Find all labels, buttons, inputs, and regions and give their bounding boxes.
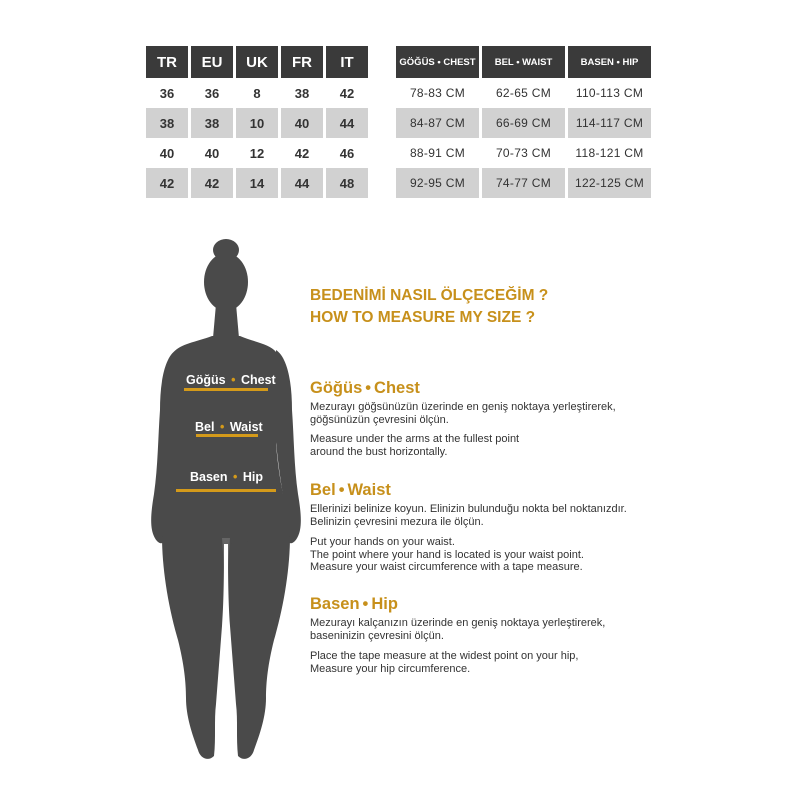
size-header-tr: TR xyxy=(146,46,188,78)
table-cell: 40 xyxy=(159,145,175,161)
table-cell: 36 xyxy=(159,85,175,101)
table-cell: 110-113 CM xyxy=(565,78,651,108)
chest-label-tr: Göğüs xyxy=(186,373,226,387)
body-measurements-table xyxy=(396,46,651,198)
label-dot: • xyxy=(219,420,225,434)
heading-dot: • xyxy=(362,595,369,613)
table-cell: 118-121 CM xyxy=(565,138,651,168)
table-cell: 114-117 CM xyxy=(565,108,651,138)
table-cell: 38 xyxy=(278,78,323,108)
size-table-header-row xyxy=(146,46,368,78)
hip-heading-en: Hip xyxy=(371,595,398,613)
table-cell: 44 xyxy=(323,108,368,138)
table-cell: 66-69 CM xyxy=(479,108,565,138)
table-cell: 10 xyxy=(233,108,278,138)
table-cell: 70-73 CM xyxy=(479,138,565,168)
size-header-eu: EU xyxy=(188,46,233,78)
hip-label-tr: Basen xyxy=(190,470,228,484)
waist-text-en xyxy=(310,536,584,574)
figure-label-waist xyxy=(195,420,263,434)
chest-heading-tr: Göğüs xyxy=(310,379,363,397)
chest-measure-line xyxy=(184,388,268,391)
chest-label-en: Chest xyxy=(240,373,276,387)
table-row xyxy=(396,168,651,198)
table-cell: 40 xyxy=(278,108,323,138)
table-cell: 42 xyxy=(146,168,188,198)
table-cell: 36 xyxy=(188,78,233,108)
chest-text-tr xyxy=(310,401,616,426)
waist-label-tr: Bel xyxy=(195,420,215,434)
measure-header-waist: BEL • WAIST xyxy=(479,46,565,78)
text-line: Measure under the arms at the fullest point xyxy=(310,433,520,445)
table-row xyxy=(146,168,368,198)
table-cell: 42 xyxy=(278,138,323,168)
chest-heading-en: Chest xyxy=(374,379,420,397)
waist-label-en: Waist xyxy=(229,420,263,434)
hip-heading xyxy=(310,595,398,614)
table-row xyxy=(146,78,368,108)
figure-label-chest xyxy=(186,373,276,387)
hip-label-en: Hip xyxy=(242,470,264,484)
table-cell: 42 xyxy=(188,168,233,198)
waist-heading-en: Waist xyxy=(347,481,391,499)
text-line: The point where your hand is located is your waist point. xyxy=(310,548,584,561)
text-line: Mezurayı kalçanızın üzerinde en geniş noktaya yerleştirerek, xyxy=(310,617,606,629)
table-cell: 122-125 CM xyxy=(565,168,651,198)
guide-title-en: HOW TO MEASURE MY SIZE ? xyxy=(310,309,536,326)
table-cell: 12 xyxy=(233,138,278,168)
table-cell: 48 xyxy=(323,168,368,198)
table-row xyxy=(146,138,368,168)
size-header-it: IT xyxy=(323,46,368,78)
hip-text-en xyxy=(310,650,578,675)
size-header-uk: UK xyxy=(233,46,278,78)
text-line: Mezurayı göğsünüzün üzerinde en geniş noktaya yerleştirerek, xyxy=(310,401,616,413)
waist-heading xyxy=(310,481,391,500)
label-dot: • xyxy=(231,373,236,387)
table-cell: 8 xyxy=(233,78,278,108)
size-header-fr: FR xyxy=(278,46,323,78)
text-line: baseninizin çevresini ölçün. xyxy=(310,629,444,642)
text-line: Measure your hip circumference. xyxy=(310,662,471,675)
table-cell: 78-83 CM xyxy=(409,86,466,100)
chest-heading xyxy=(310,379,420,398)
waist-heading-tr: Bel xyxy=(310,481,336,499)
table-cell: 42 xyxy=(323,78,368,108)
waist-measure-line xyxy=(196,434,258,437)
text-line: around the bust horizontally. xyxy=(310,445,448,458)
text-line: Belinizin çevresini mezura ile ölçün. xyxy=(310,515,484,528)
hip-text-tr xyxy=(310,617,605,642)
measure-table-header-row xyxy=(396,46,651,78)
table-cell: 14 xyxy=(233,168,278,198)
text-line: Put your hands on your waist. xyxy=(310,536,455,548)
measure-header-hip: BASEN • HIP xyxy=(565,46,651,78)
figure-label-hip xyxy=(190,470,263,484)
text-line: Place the tape measure at the widest point on your hip, xyxy=(310,650,579,662)
table-row xyxy=(396,78,651,108)
text-line: göğsünüzün çevresini ölçün. xyxy=(310,413,449,426)
table-cell: 40 xyxy=(188,138,233,168)
table-cell: 84-87 CM xyxy=(396,108,479,138)
table-cell: 38 xyxy=(188,108,233,138)
table-cell: 62-65 CM xyxy=(479,78,565,108)
table-row xyxy=(396,138,651,168)
table-cell: 74-77 CM xyxy=(479,168,565,198)
body-silhouette-figure xyxy=(138,238,308,768)
guide-title-tr: BEDENİMİ NASIL ÖLÇECEĞİM ? xyxy=(310,287,549,304)
hip-heading-tr: Basen xyxy=(310,595,360,613)
table-cell: 38 xyxy=(146,108,188,138)
table-row xyxy=(146,108,368,138)
table-cell: 46 xyxy=(323,138,368,168)
text-line: Measure your waist circumference with a tape measure. xyxy=(310,561,583,573)
table-row xyxy=(396,108,651,138)
label-dot: • xyxy=(233,470,238,484)
waist-text-tr xyxy=(310,503,627,528)
hip-measure-line xyxy=(176,489,276,492)
table-cell: 88-91 CM xyxy=(409,146,466,160)
text-line: Ellerinizi belinize koyun. Elinizin bulunduğu nokta bel noktanızdır. xyxy=(310,503,627,515)
chest-text-en xyxy=(310,433,519,458)
body-silhouette-icon xyxy=(138,238,308,768)
heading-dot: • xyxy=(338,481,345,499)
heading-dot: • xyxy=(365,379,372,397)
measure-header-chest: GÖĞÜS • CHEST xyxy=(396,46,479,78)
table-cell: 92-95 CM xyxy=(396,168,479,198)
size-conversion-table xyxy=(146,46,368,198)
table-cell: 44 xyxy=(278,168,323,198)
